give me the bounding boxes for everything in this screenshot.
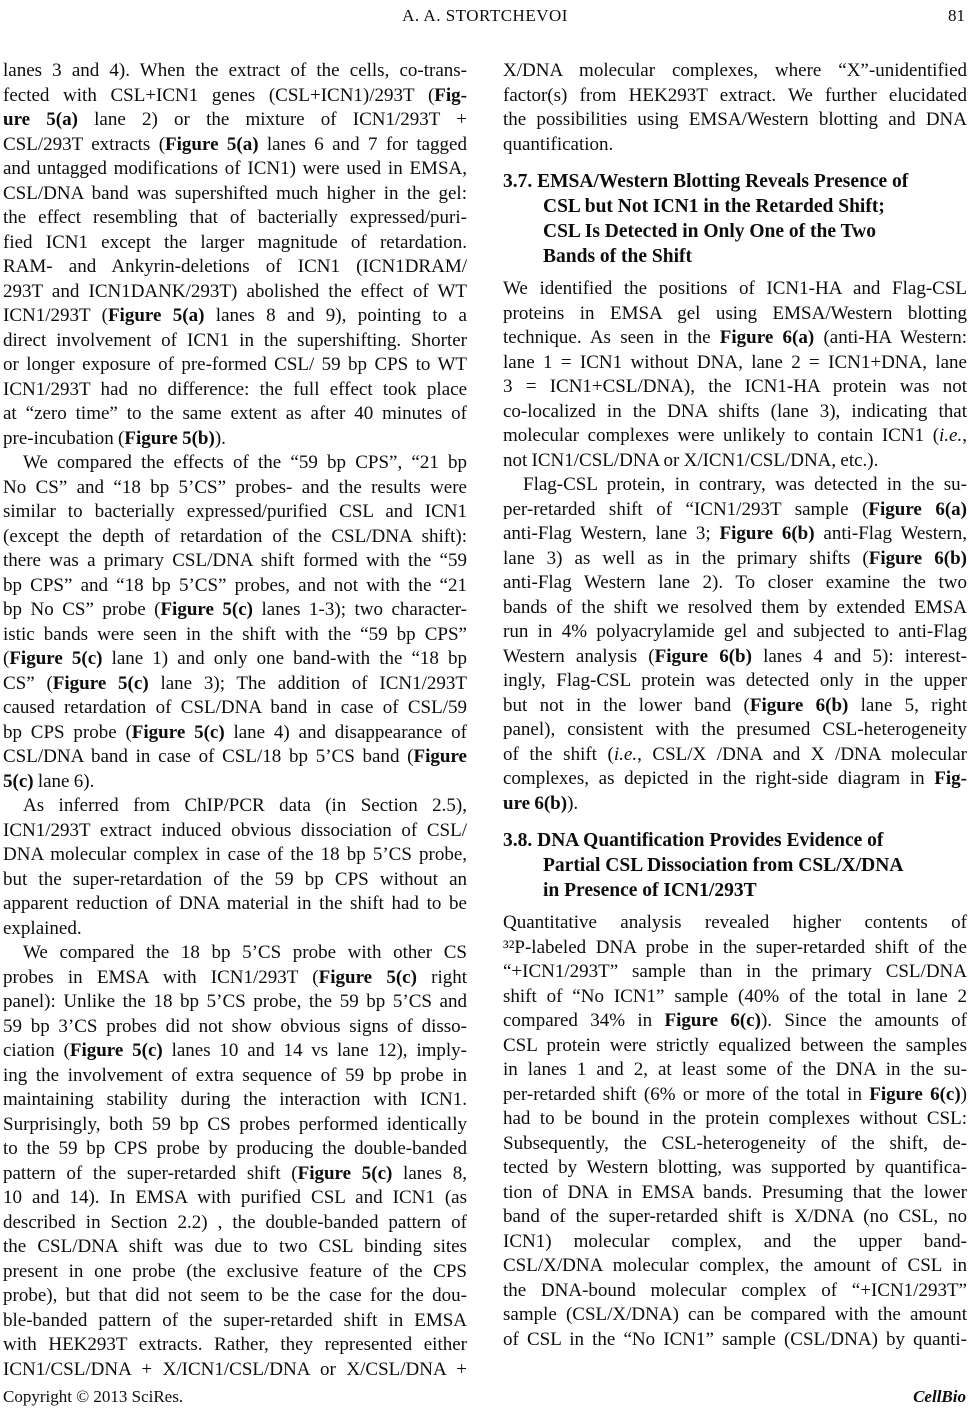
text-line: istic bands were seen in the shift with the “59 bp CPS” xyxy=(3,623,467,645)
text-line: explained. xyxy=(3,917,82,939)
text-line: DNA molecular complex in case of the 18 bp 5’CS probe, xyxy=(3,844,467,865)
paragraph xyxy=(503,277,967,473)
text-line: We compared the 18 bp 5’CS probe with other CS xyxy=(23,942,467,963)
text-line: at “zero time” to the same extent as after 40 minutes of xyxy=(3,403,467,424)
text-line: bp No CS” probe (Figure 5(c) lanes 1-3); two character- xyxy=(3,599,467,620)
text-line: (Figure 5(c) lane 1) and only one band-with the “18 bp xyxy=(3,648,467,669)
text-line: Flag-CSL protein, in contrary, was detected in the su- xyxy=(523,474,967,495)
text-line: described in Section 2.2) , the double-banded pattern of xyxy=(3,1211,467,1233)
paragraph xyxy=(3,59,467,451)
text-line: ICN1/293T extract induced obvious dissociation of CSL/ xyxy=(3,819,467,841)
text-line: CSL/DNA band was supershifted much higher in the gel: xyxy=(3,182,467,204)
text-line: ICN1) molecular complex, and the upper band- xyxy=(503,1230,967,1252)
text-column-right xyxy=(503,59,967,1382)
text-line: there was a primary CSL/DNA shift formed with the “59 xyxy=(3,550,467,571)
text-line: or longer exposure of pre-formed CSL/ 59 bp CPS to WT xyxy=(3,354,467,375)
page-body xyxy=(3,59,967,1382)
text-line: ciation (Figure 5(c) lanes 10 and 14 vs lane 12), imply- xyxy=(3,1040,467,1061)
text-line: per-retarded shift (6% or more of the total in Figure 6(c)) xyxy=(503,1083,967,1105)
text-line: bp CPS” and “18 bp 5’CS” probes, and not with the “21 xyxy=(3,574,467,596)
text-line: 10 and 14). In EMSA with purified CSL and ICN1 (as xyxy=(3,1187,467,1208)
text-line: proteins in EMSA gel using EMSA/Western blotting xyxy=(503,302,967,324)
heading-line: 3.7. EMSA/Western Blotting Reveals Presence of xyxy=(503,171,909,192)
paragraph xyxy=(3,451,467,794)
page-number: 81 xyxy=(948,6,965,25)
text-line: Surprisingly, both 59 bp CS probes performed identically xyxy=(3,1113,467,1135)
text-line: but the super-retardation of the 59 bp CPS without an xyxy=(3,868,467,890)
text-line: panel), consistent with the presumed CSL-heterogeneity xyxy=(503,719,967,740)
paragraph xyxy=(3,794,467,941)
heading-line: 3.8. DNA Quantification Provides Evidence of xyxy=(503,830,884,851)
text-line: RAM- and Ankyrin-deletions of ICN1 (ICN1DRAM/ xyxy=(3,256,467,277)
text-line: but not in the lower band (Figure 6(b) lane 5, right xyxy=(503,694,967,716)
text-line: and untagged modifications of ICN1) were used in EMSA, xyxy=(3,158,467,179)
text-line: 5(c) lane 6). xyxy=(3,770,95,792)
journal-name: CellBio xyxy=(913,1387,966,1406)
text-line: ure 5(a) lane 2) or the mixture of ICN1/293T + xyxy=(3,109,467,130)
text-line: Quantitative analysis revealed higher contents of xyxy=(503,912,967,933)
text-line: apparent reduction of DNA material in the shift had to be xyxy=(3,893,467,914)
text-line: tion of DNA in EMSA bands. Presuming that the lower xyxy=(503,1181,967,1203)
text-line: CSL/293T extracts (Figure 5(a) lanes 6 and 7 for tagged xyxy=(3,133,467,155)
text-line: molecular complexes were unlikely to contain ICN1 (i.e., xyxy=(503,425,967,446)
text-line: lane 1 = ICN1 without DNA, lane 2 = ICN1+DNA, lane xyxy=(503,351,967,373)
paragraph xyxy=(503,473,967,816)
text-line: bands of the shift we resolved them by extended EMSA xyxy=(503,596,967,618)
text-line: fected with CSL+ICN1 genes (CSL+ICN1)/293T (Fig- xyxy=(3,84,467,106)
heading-line: CSL Is Detected in Only One of the Two xyxy=(543,221,876,242)
page-footer xyxy=(3,1387,966,1407)
text-line: sample (CSL/X/DNA) can be compared with the amount xyxy=(503,1304,967,1325)
text-line: ure 6(b)). xyxy=(503,792,579,814)
text-line: 59 bp 3’CS probes did not show obvious signs of disso- xyxy=(3,1015,467,1037)
text-line: anti-Flag Western lane 2). To closer examine the two xyxy=(503,572,967,593)
text-line: No CS” and “18 bp 5’CS” probes- and the results were xyxy=(3,476,467,498)
section-heading xyxy=(503,169,967,269)
text-line: “+ICN1/293T” sample than in the primary CSL/DNA xyxy=(503,961,967,982)
running-title: A. A. STORTCHEVOI xyxy=(402,6,568,25)
text-line: pre-incubation (Figure 5(b)). xyxy=(3,427,226,449)
text-line: ing the involvement of extra sequence of 59 bp probe in xyxy=(3,1064,467,1086)
text-line: anti-Flag Western, lane 3; Figure 6(b) anti-Flag Western, xyxy=(503,523,967,544)
text-line: 293T and ICN1DANK/293T) abolished the effect of WT xyxy=(3,280,467,302)
paragraph xyxy=(503,911,967,1352)
text-line: fied ICN1 except the larger magnitude of retardation. xyxy=(3,231,467,253)
heading-line: CSL but Not ICN1 in the Retarded Shift; xyxy=(543,196,885,217)
text-line: direct involvement of ICN1 in the supershifting. Shorter xyxy=(3,329,467,351)
text-line: We identified the positions of ICN1-HA and Flag-CSL xyxy=(503,278,967,299)
text-line: the DNA-bound molecular complex of “+ICN1/293T” xyxy=(503,1279,967,1301)
text-line: the effect resembling that of bacterially expressed/puri- xyxy=(3,207,467,228)
text-line: not ICN1/CSL/DNA or X/ICN1/CSL/DNA, etc.). xyxy=(503,449,879,471)
text-line: ble-banded pattern of the super-retarded shift in EMSA xyxy=(3,1309,467,1331)
text-line: of CSL in the “No ICN1” sample (CSL/DNA) by quanti- xyxy=(503,1328,967,1350)
text-line: shift of “No ICN1” sample (40% of the total in lane 2 xyxy=(503,985,967,1007)
text-line: bp CPS probe (Figure 5(c) lane 4) and disappearance of xyxy=(3,721,467,743)
text-line: pattern of the super-retarded shift (Figure 5(c) lanes 8, xyxy=(3,1162,467,1184)
text-line: ³²P-labeled DNA probe in the super-retarded shift of the xyxy=(503,936,967,958)
text-line: ICN1/CSL/DNA + X/ICN1/CSL/DNA or X/CSL/DNA + xyxy=(3,1358,467,1380)
text-line: ICN1/293T had no difference: the full effect took place xyxy=(3,378,467,400)
page-header xyxy=(0,6,970,30)
text-line: similar to bacterially expressed/purified CSL and ICN1 xyxy=(3,501,467,522)
text-line: of the shift (i.e., CSL/X /DNA and X /DNA molecular xyxy=(503,743,967,765)
text-line: factor(s) from HEK293T extract. We further elucidated xyxy=(503,84,967,106)
text-line: ingly, Flag-CSL protein was detected only in the upper xyxy=(503,670,967,691)
text-line: CS” (Figure 5(c) lane 3); The addition of ICN1/293T xyxy=(3,672,467,694)
text-line: quantification. xyxy=(503,133,614,155)
text-line: per-retarded shift of “ICN1/293T sample (Figure 6(a) xyxy=(503,498,967,520)
text-line: (except the depth of retardation of the CSL/DNA shift): xyxy=(3,525,467,547)
text-line: X/DNA molecular complexes, where “X”-unidentified xyxy=(503,60,967,81)
text-line: co-localized in the DNA shifts (lane 3), indicating that xyxy=(503,400,967,422)
text-line: technique. As seen in the Figure 6(a) (anti-HA Western: xyxy=(503,327,967,348)
paragraph xyxy=(503,59,967,157)
text-line: had to be bound in the protein complexes without CSL: xyxy=(503,1108,967,1129)
heading-line: Partial CSL Dissociation from CSL/X/DNA xyxy=(543,855,904,876)
text-line: in lanes 1 and 2, at least some of the DNA in the su- xyxy=(503,1059,967,1080)
section-heading xyxy=(503,828,967,903)
text-line: CSL/X/DNA molecular complex, the amount of CSL in xyxy=(503,1255,967,1276)
text-line: CSL/DNA band in case of CSL/18 bp 5’CS band (Figure xyxy=(3,746,467,767)
text-line: panel): Unlike the 18 bp 5’CS probe, the 59 bp 5’CS and xyxy=(3,991,467,1012)
text-line: As inferred from ChIP/PCR data (in Section 2.5), xyxy=(23,795,467,816)
text-line: complexes, as depicted in the right-side diagram in Fig- xyxy=(503,768,967,789)
text-line: the CSL/DNA shift was due to two CSL binding sites xyxy=(3,1236,467,1257)
text-line: run in 4% polyacrylamide gel and subjected to anti-Flag xyxy=(503,621,967,642)
text-line: CSL protein were strictly equalized between the samples xyxy=(503,1034,967,1056)
text-line: maintaining stability during the interaction with ICN1. xyxy=(3,1089,467,1110)
text-line: present in one probe (the exclusive feature of the CPS xyxy=(3,1260,467,1282)
text-line: 3 = ICN1+CSL/DNA), the ICN1-HA protein was not xyxy=(503,376,967,397)
text-line: Western analysis (Figure 6(b) lanes 4 and 5): interest- xyxy=(503,645,967,667)
text-line: Subsequently, the CSL-heterogeneity of the shift, de- xyxy=(503,1132,967,1154)
text-line: probe), but that did not seem to be the case for the dou- xyxy=(3,1285,467,1306)
text-line: tected by Western blotting, was supported by quantifica- xyxy=(503,1157,967,1178)
heading-line: in Presence of ICN1/293T xyxy=(543,880,757,901)
text-line: caused retardation of CSL/DNA band in case of CSL/59 xyxy=(3,697,467,718)
text-line: We compared the effects of the “59 bp CPS”, “21 bp xyxy=(23,452,467,473)
text-column-left xyxy=(3,59,467,1382)
copyright-notice: Copyright © 2013 SciRes. xyxy=(3,1387,184,1406)
text-line: band of the super-retarded shift is X/DNA (no CSL, no xyxy=(503,1206,967,1227)
paragraph xyxy=(3,941,467,1382)
text-line: probes in EMSA with ICN1/293T (Figure 5(c) right xyxy=(3,966,467,988)
text-line: lanes 3 and 4). When the extract of the cells, co-trans- xyxy=(3,60,467,81)
text-line: lane 3) as well as in the primary shifts (Figure 6(b) xyxy=(503,547,967,569)
text-line: compared 34% in Figure 6(c)). Since the amounts of xyxy=(503,1010,967,1031)
text-line: the possibilities using EMSA/Western blotting and DNA xyxy=(503,109,967,130)
text-line: to the 59 bp CPS probe by producing the double-banded xyxy=(3,1138,467,1159)
text-line: ICN1/293T (Figure 5(a) lanes 8 and 9), pointing to a xyxy=(3,305,467,326)
heading-line: Bands of the Shift xyxy=(543,246,692,267)
text-line: with HEK293T extracts. Rather, they represented either xyxy=(3,1334,467,1355)
